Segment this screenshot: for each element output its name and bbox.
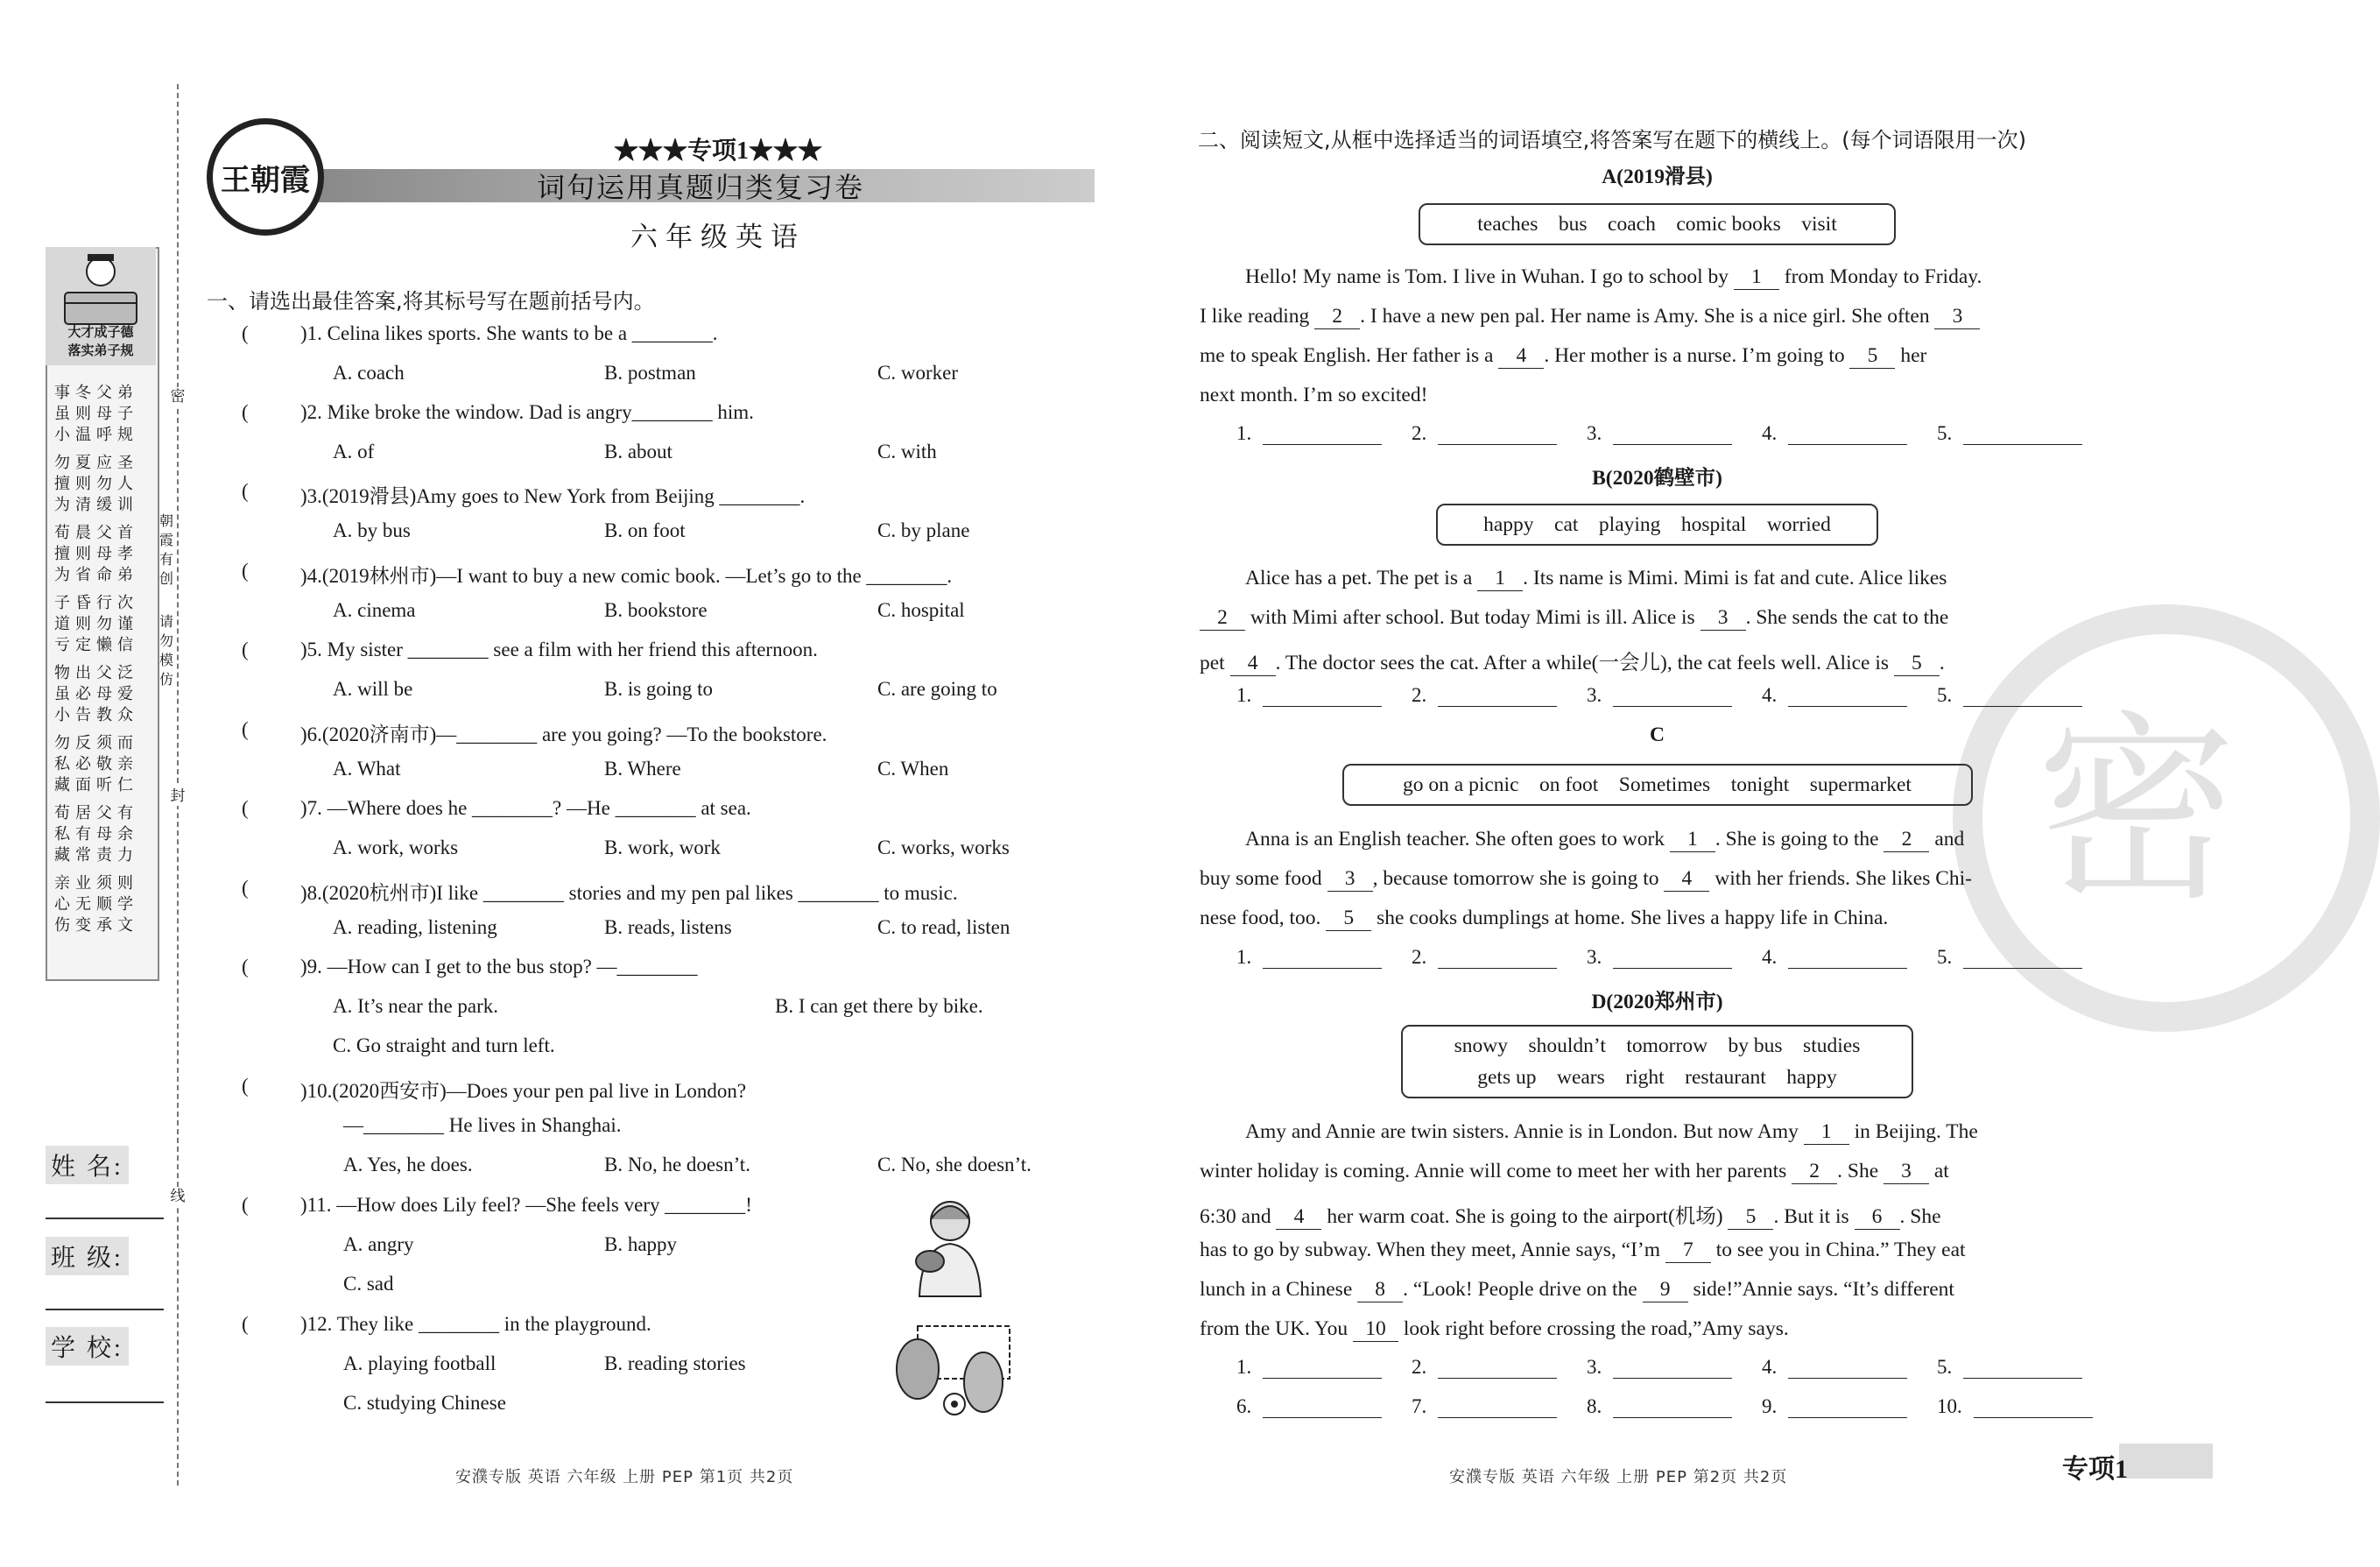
poem-line: 荀居父有 <box>54 804 138 822</box>
blank-number[interactable]: 7 <box>1665 1239 1711 1263</box>
passage-text: . The doctor sees the cat. After a while(一会儿), the cat feels well. Alice is <box>1275 652 1894 674</box>
answer-bracket[interactable]: ( <box>242 877 249 899</box>
blank-number[interactable]: 2 <box>1314 305 1360 329</box>
part2-heading: 二、阅读短文,从框中选择适当的词语填空,将答案写在题下的横线上。(每个词语限用一次) <box>1198 128 2026 152</box>
option-choice: A. What <box>333 758 401 780</box>
passage-text: Hello! My name is Tom. I live in Wuhan. I go to school by <box>1245 265 1734 288</box>
section-label: A(2019滑县) <box>1602 166 1713 188</box>
option-choice: C. works, works <box>877 836 1010 858</box>
question-stem-line2: —________ He lives in Shanghai. <box>343 1114 622 1136</box>
word-bank-b <box>1436 504 1878 546</box>
answer-blank[interactable] <box>1963 706 2082 707</box>
poem-line: 亏定懒信 <box>54 636 138 653</box>
passage-text: . She <box>1899 1205 1941 1228</box>
question-stem: )2. Mike broke the window. Dad is angry________ him. <box>300 401 754 423</box>
answer-blank[interactable] <box>1613 968 1732 969</box>
option-choice: A. reading, listening <box>333 916 497 938</box>
word-bank-d <box>1401 1025 1913 1098</box>
answer-bracket[interactable]: ( <box>242 1313 249 1335</box>
poem-line: 道则勿谨 <box>54 615 138 632</box>
question-stem: )12. They like ________ in the playground. <box>300 1313 651 1335</box>
part1-heading: 一、请选出最佳答案,将其标号写在题前括号内。 <box>207 289 655 314</box>
passage-line <box>1200 646 2115 676</box>
seal-mark: 线 <box>170 1188 186 1204</box>
poem-line: 为清缓训 <box>54 496 138 513</box>
seal-mark: 密 <box>170 388 186 405</box>
passage-line <box>1200 1160 2115 1184</box>
option-choice: B. postman <box>604 362 696 384</box>
answer-bracket[interactable]: ( <box>242 797 249 819</box>
passage-text: and <box>1929 828 1965 851</box>
passage-text: side!”Annie says. “It’s different <box>1687 1278 1954 1301</box>
poem-line: 虽则母子 <box>54 405 138 422</box>
blank-number[interactable]: 5 <box>1849 344 1895 369</box>
answer-blank[interactable] <box>1263 444 1382 445</box>
passage-text: Anna is an English teacher. She often goes to work <box>1245 828 1670 851</box>
option-choice: A. cinema <box>333 599 416 621</box>
answer-blank[interactable] <box>1788 706 1907 707</box>
scholar-illustration-icon <box>46 247 156 335</box>
passage-text: look right before crossing the road,”Amy says. <box>1398 1317 1789 1340</box>
answer-blank[interactable] <box>1438 706 1557 707</box>
option-choice: A. of <box>333 441 375 462</box>
blank-number[interactable]: 10 <box>1353 1317 1398 1342</box>
answer-bracket[interactable]: ( <box>242 322 249 344</box>
poem-line: 擅则母孝 <box>54 545 138 562</box>
blank-number[interactable]: 6 <box>1855 1205 1900 1230</box>
passage-line <box>1200 384 2115 407</box>
blank-number[interactable]: 3 <box>1884 1160 1929 1184</box>
blank-number[interactable]: 2 <box>1200 606 1245 631</box>
word-bank-a <box>1419 203 1896 245</box>
blank-number[interactable]: 4 <box>1498 344 1544 369</box>
question-stem: )9. —How can I get to the bus stop? —________ <box>300 956 698 978</box>
option-choice: A. coach <box>333 362 405 384</box>
question-stem: )6.(2020济南市)—________ are you going? —To the bookstore. <box>300 724 827 745</box>
school-field[interactable] <box>46 1401 164 1403</box>
answer-blank[interactable] <box>1263 706 1382 707</box>
option-choice: A. angry <box>343 1233 414 1255</box>
passage-text: her <box>1895 344 1927 367</box>
class-label: 班 级: <box>46 1237 129 1275</box>
kids-playing-football-illustration-icon <box>883 1321 1023 1417</box>
answer-blank[interactable] <box>1438 968 1557 969</box>
passage-line <box>1200 606 2115 631</box>
passage-text: . She <box>1837 1160 1884 1182</box>
option-choice: C. worker <box>877 362 958 384</box>
answer-label: 8. <box>1587 1395 1602 1417</box>
passage-text: has to go by subway. When they meet, Annie says, “I’m <box>1200 1239 1665 1261</box>
blank-number[interactable]: 2 <box>1792 1160 1837 1184</box>
word-bank-words: gets up wears right restaurant happy <box>1477 1066 1837 1089</box>
option-choice: C. No, she doesn’t. <box>877 1154 1032 1175</box>
passage-text: from Monday to Friday. <box>1778 265 1982 288</box>
answer-bracket[interactable]: ( <box>242 480 249 502</box>
passage-text: lunch in a Chinese <box>1200 1278 1358 1301</box>
option-choice: B. I can get there by bike. <box>775 995 983 1017</box>
word-bank-words: happy cat playing hospital worried <box>1483 513 1831 536</box>
blank-number[interactable]: 4 <box>1230 652 1276 676</box>
answer-blank[interactable] <box>1963 444 2082 445</box>
question-stem: )8.(2020杭州市)I like ________ stories and my pen pal likes ________ to music. <box>300 882 958 904</box>
passage-text: buy some food <box>1200 867 1327 890</box>
poem-line: 小告教众 <box>54 706 138 724</box>
footer-right: 安濮专版 英语 六年级 上册 PEP 第2页 共2页 <box>1449 1468 1788 1486</box>
poem-line: 擅则勿人 <box>54 475 138 492</box>
option-choice: B. reads, listens <box>604 916 732 938</box>
passage-text: pet <box>1200 652 1230 674</box>
answer-label: 7. <box>1412 1395 1427 1417</box>
name-label: 姓 名: <box>46 1146 129 1184</box>
poem-line: 勿夏应圣 <box>54 454 138 471</box>
answer-label: 4. <box>1762 1356 1778 1378</box>
option-choice: B. on foot <box>604 519 686 541</box>
answer-blank[interactable] <box>1788 1378 1907 1379</box>
poem-line: 子昏行次 <box>54 594 138 611</box>
passage-text: . <box>1939 652 1945 674</box>
option-choice: A. by bus <box>333 519 411 541</box>
answer-blank[interactable] <box>1963 968 2082 969</box>
answer-bracket[interactable]: ( <box>242 956 249 978</box>
section-label: C <box>1650 724 1665 746</box>
poem-line: 为省命弟 <box>54 566 138 583</box>
passage-text: . But it is <box>1773 1205 1855 1228</box>
answer-blank[interactable] <box>1788 444 1907 445</box>
answer-label: 3. <box>1587 946 1602 968</box>
side-note: 朝霞有创 <box>158 514 173 587</box>
poem-line: 私必敬亲 <box>54 755 138 773</box>
answer-label: 2. <box>1412 1356 1427 1378</box>
answer-blank[interactable] <box>1788 968 1907 969</box>
option-choice: A. playing football <box>343 1352 496 1374</box>
sidebar-motto: 大才成子德 落实弟子规 <box>67 326 134 358</box>
poem-line: 物出父泛 <box>54 664 138 681</box>
answer-blank[interactable] <box>1263 1417 1382 1418</box>
passage-text: with Mimi after school. But today Mimi is ill. Alice is <box>1245 606 1701 629</box>
footer-left: 安濮专版 英语 六年级 上册 PEP 第1页 共2页 <box>455 1468 794 1486</box>
watermark-char: 密 <box>2036 695 2238 928</box>
passage-text: in Beijing. The <box>1848 1120 1978 1143</box>
answer-label: 3. <box>1587 684 1602 706</box>
passage-line <box>1200 305 2115 329</box>
answer-bracket[interactable]: ( <box>242 560 249 582</box>
school-label: 学 校: <box>46 1327 129 1366</box>
passage-line <box>1245 1120 2115 1145</box>
answer-label: 5. <box>1937 422 1953 444</box>
seal-mark: 封 <box>170 787 186 804</box>
passage-line <box>1245 567 2115 591</box>
answer-label: 5. <box>1937 684 1953 706</box>
option-choice: B. work, work <box>604 836 721 858</box>
question-stem: )10.(2020西安市)—Does your pen pal live in London? <box>300 1080 747 1102</box>
poem-line: 伤变承文 <box>54 916 138 934</box>
girl-with-dog-illustration-icon <box>902 1193 998 1298</box>
answer-label: 6. <box>1236 1395 1252 1417</box>
option-choice: B. No, he doesn’t. <box>604 1154 750 1175</box>
answer-blank[interactable] <box>1963 1378 2082 1379</box>
passage-text: winter holiday is coming. Annie will come to meet her with her parents <box>1200 1160 1792 1182</box>
answer-blank[interactable] <box>1263 1378 1382 1379</box>
blank-number[interactable]: 2 <box>1884 828 1929 852</box>
answer-blank[interactable] <box>1438 1417 1557 1418</box>
passage-line <box>1200 867 2115 892</box>
poem-line: 小温呼规 <box>54 426 138 443</box>
passage-line <box>1245 265 2115 290</box>
side-note: 请勿模仿 <box>158 615 173 688</box>
question-stem: )3.(2019滑县)Amy goes to New York from Beijing ________. <box>300 485 806 507</box>
passage-text: . “Look! People drive on the <box>1403 1278 1643 1301</box>
answer-bracket[interactable]: ( <box>242 1194 249 1216</box>
answer-blank[interactable] <box>1613 706 1732 707</box>
answer-blank[interactable] <box>1613 444 1732 445</box>
poem-line: 藏常责力 <box>54 846 138 864</box>
option-choice: C. with <box>877 441 937 462</box>
name-field[interactable] <box>46 1218 164 1219</box>
answer-label: 3. <box>1587 422 1602 444</box>
passage-line <box>1200 1239 2115 1263</box>
option-choice: B. about <box>604 441 672 462</box>
passage-text: me to speak English. Her father is a <box>1200 344 1499 367</box>
page-subtitle: 六年级英语 <box>630 222 806 253</box>
page-title: 词句运用真题归类复习卷 <box>536 171 864 204</box>
blank-number[interactable]: 3 <box>1327 867 1373 892</box>
answer-blank[interactable] <box>1263 968 1382 969</box>
passage-text: at <box>1929 1160 1949 1182</box>
class-field[interactable] <box>46 1309 164 1310</box>
passage-text: 6:30 and <box>1200 1205 1277 1228</box>
answer-blank[interactable] <box>1613 1417 1732 1418</box>
option-choice: B. bookstore <box>604 599 708 621</box>
poem-line: 心无顺学 <box>54 895 138 913</box>
passage-text: . Her mother is a nurse. I’m going to <box>1544 344 1850 367</box>
option-choice: B. Where <box>604 758 681 780</box>
option-choice: B. happy <box>604 1233 678 1255</box>
poem-line: 勿反须而 <box>54 734 138 752</box>
corner-tab <box>2119 1443 2213 1479</box>
passage-text: . Its name is Mimi. Mimi is fat and cute. Alice likes <box>1523 567 1947 589</box>
passage-line <box>1200 1278 2115 1302</box>
blank-number[interactable]: 1 <box>1804 1120 1849 1145</box>
blank-number[interactable]: 3 <box>1701 606 1746 631</box>
passage-text: . I have a new pen pal. Her name is Amy. She is a nice girl. She often <box>1360 305 1935 328</box>
option-choice: C. by plane <box>877 519 970 541</box>
passage-text: to see you in China.” They eat <box>1710 1239 1966 1261</box>
blank-number[interactable]: 8 <box>1357 1278 1403 1302</box>
cut-line <box>177 84 179 1486</box>
option-choice: A. It’s near the park. <box>333 995 499 1017</box>
word-bank-c <box>1342 764 1973 806</box>
answer-label: 2. <box>1412 946 1427 968</box>
poem-line: 荀晨父首 <box>54 524 138 541</box>
answer-label: 2. <box>1412 684 1427 706</box>
blank-number[interactable]: 3 <box>1934 305 1980 329</box>
word-bank-words: teaches bus coach comic books visit <box>1477 213 1837 236</box>
poem-line: 藏面听仁 <box>54 776 138 794</box>
answer-label: 5. <box>1937 1356 1953 1378</box>
word-bank-words: snowy shouldn’t tomorrow by bus studies <box>1454 1034 1861 1057</box>
question-stem: )4.(2019林州市)—I want to buy a new comic book. —Let’s go to the ________. <box>300 565 953 587</box>
passage-text: Alice has a pet. The pet is a <box>1245 567 1478 589</box>
passage-text: I like reading <box>1200 305 1315 328</box>
question-stem: )1. Celina likes sports. She wants to be a ________. <box>300 322 718 344</box>
option-choice: A. will be <box>333 678 413 700</box>
option-choice: B. is going to <box>604 678 713 700</box>
option-choice: C. studying Chinese <box>343 1392 506 1414</box>
passage-text: Amy and Annie are twin sisters. Annie is in London. But now Amy <box>1245 1120 1804 1143</box>
passage-line <box>1200 1317 2115 1342</box>
answer-label: 9. <box>1762 1395 1778 1417</box>
corner-label: 专项1 <box>2062 1455 2128 1484</box>
section-label: D(2020郑州市) <box>1591 991 1723 1013</box>
blank-number[interactable]: 1 <box>1734 265 1779 290</box>
blank-number[interactable]: 5 <box>1894 652 1940 676</box>
blank-number[interactable]: 4 <box>1276 1205 1321 1230</box>
word-bank-words: go on a picnic on foot Sometimes tonight supermarket <box>1403 773 1912 796</box>
blank-number[interactable]: 5 <box>1728 1205 1773 1230</box>
answer-blank[interactable] <box>1974 1417 2093 1418</box>
answer-label: 1. <box>1236 422 1252 444</box>
answer-bracket[interactable]: ( <box>242 718 249 740</box>
question-stem: )11. —How does Lily feel? —She feels very ________! <box>300 1194 752 1216</box>
blank-number[interactable]: 1 <box>1477 567 1523 591</box>
answer-blank[interactable] <box>1613 1378 1732 1379</box>
answer-label: 1. <box>1236 684 1252 706</box>
poem-line: 亲业须则 <box>54 874 138 892</box>
option-choice: C. to read, listen <box>877 916 1010 938</box>
passage-line <box>1200 907 2115 931</box>
passage-text: nese food, too. <box>1200 907 1327 929</box>
answer-label: 5. <box>1937 946 1953 968</box>
answer-label: 1. <box>1236 946 1252 968</box>
passage-line <box>1200 344 2115 369</box>
poem-line: 虽必母爱 <box>54 685 138 702</box>
section-label: B(2020鹤壁市) <box>1592 467 1722 490</box>
option-choice: A. work, works <box>333 836 459 858</box>
question-stem: )7. —Where does he ________? —He ________ at sea. <box>300 797 751 819</box>
passage-text: her warm coat. She is going to the airport(机场) <box>1321 1205 1729 1228</box>
passage-line <box>1245 828 2115 852</box>
passage-text: . She is going to the <box>1715 828 1884 851</box>
brand-logo: 王朝霞 <box>207 118 324 236</box>
option-choice: C. hospital <box>877 599 965 621</box>
answer-label: 3. <box>1587 1356 1602 1378</box>
sidebar-poem <box>54 382 151 942</box>
answer-bracket[interactable]: ( <box>242 401 249 423</box>
blank-number[interactable]: 4 <box>1664 867 1709 892</box>
answer-label: 2. <box>1412 422 1427 444</box>
option-choice: A. Yes, he does. <box>343 1154 473 1175</box>
passage-text: , because tomorrow she is going to <box>1372 867 1665 890</box>
answer-blank[interactable] <box>1788 1417 1907 1418</box>
series-label: ★★★专项1★★★ <box>613 138 822 165</box>
passage-line <box>1200 1199 2115 1230</box>
answer-blank[interactable] <box>1438 444 1557 445</box>
option-choice: B. reading stories <box>604 1352 746 1374</box>
option-choice: C. Go straight and turn left. <box>333 1034 555 1056</box>
answer-blank[interactable] <box>1438 1378 1557 1379</box>
passage-text: she cooks dumplings at home. She lives a happy life in China. <box>1371 907 1889 929</box>
answer-label: 4. <box>1762 946 1778 968</box>
option-choice: C. When <box>877 758 949 780</box>
option-choice: C. sad <box>343 1273 394 1295</box>
poem-line: 私有母余 <box>54 825 138 843</box>
blank-number[interactable]: 9 <box>1643 1278 1688 1302</box>
poem-line: 事冬父弟 <box>54 384 138 401</box>
answer-label: 4. <box>1762 684 1778 706</box>
answer-bracket[interactable]: ( <box>242 639 249 660</box>
question-stem: )5. My sister ________ see a film with her friend this afternoon. <box>300 639 818 660</box>
blank-number[interactable]: 1 <box>1670 828 1715 852</box>
answer-label: 10. <box>1937 1395 1962 1417</box>
answer-label: 4. <box>1762 422 1778 444</box>
answer-bracket[interactable]: ( <box>242 1075 249 1097</box>
passage-text: with her friends. She likes Chi- <box>1709 867 1973 890</box>
passage-text: . She sends the cat to the <box>1745 606 1949 629</box>
option-choice: C. are going to <box>877 678 997 700</box>
passage-text: from the UK. You <box>1200 1317 1353 1340</box>
passage-text: next month. I’m so excited! <box>1200 384 1428 406</box>
blank-number[interactable]: 5 <box>1326 907 1371 931</box>
answer-label: 1. <box>1236 1356 1252 1378</box>
